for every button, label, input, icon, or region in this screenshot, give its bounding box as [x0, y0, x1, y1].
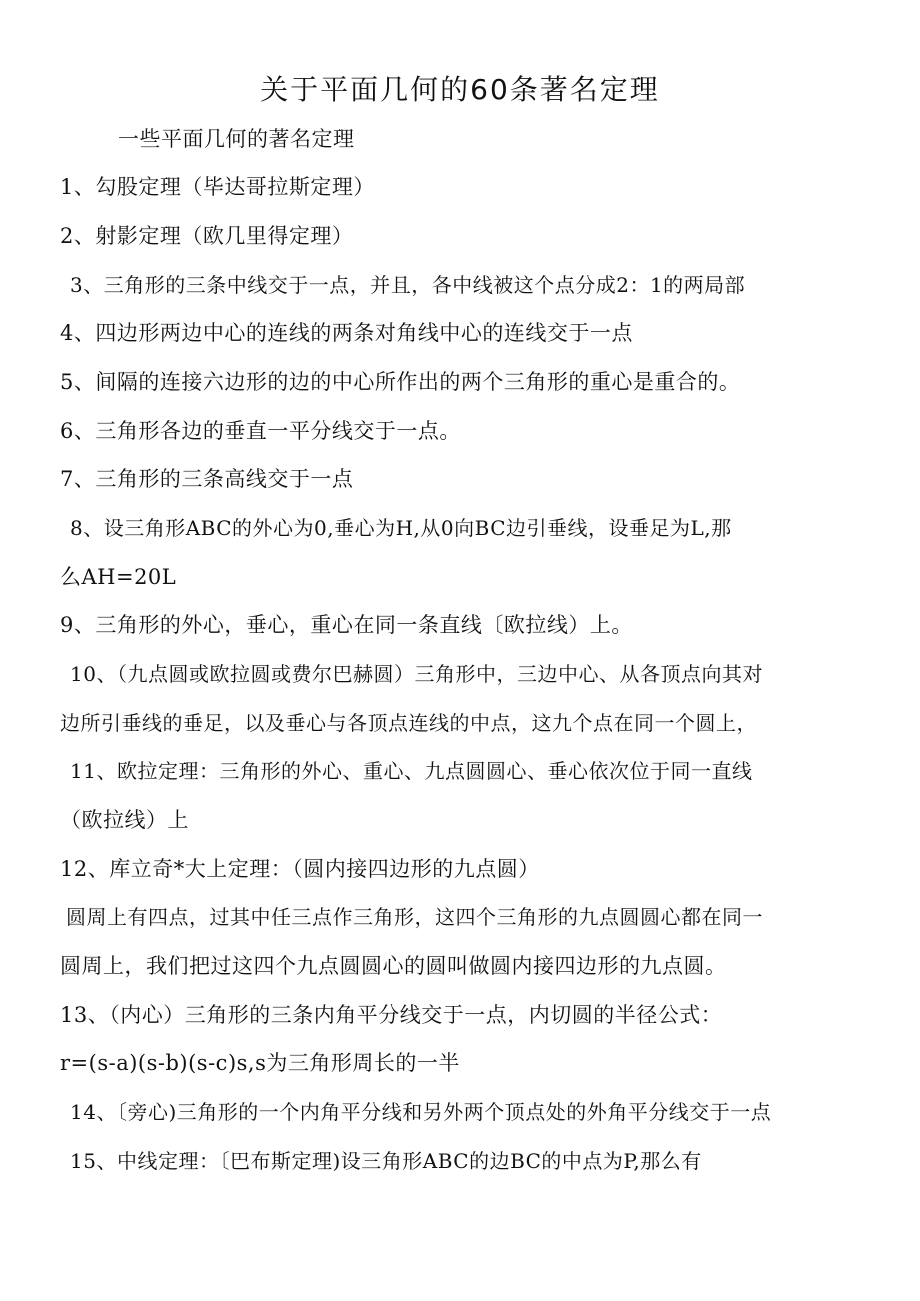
theorem-line-12: 12、库立奇*大上定理：（圆内接四边形的九点圆） [60, 857, 540, 881]
theorem-line-1: 1、勾股定理（毕达哥拉斯定理） [60, 175, 375, 199]
theorem-line-10: 10、（九点圆或欧拉圆或费尔巴赫圆）三角形中，三边中心、从各顶点向其对 [70, 662, 763, 686]
theorem-line-11-cont: （欧拉线）上 [60, 808, 189, 832]
theorem-line-15: 15、中线定理：〔巴布斯定理)设三角形ABC的边BC的中点为P,那么有 [70, 1149, 702, 1173]
theorem-line-13-formula: r=(s-a)(s-b)(s-c)s,s为三角形周长的一半 [60, 1051, 460, 1075]
theorem-line-10-cont: 边所引垂线的垂足，以及垂心与各顶点连线的中点，这九个点在同一个圆上， [60, 711, 757, 735]
subtitle: 一些平面几何的著名定理 [118, 127, 355, 151]
theorem-line-7: 7、三角形的三条高线交于一点 [60, 467, 354, 491]
theorem-line-9: 9、三角形的外心，垂心，重心在同一条直线〔欧拉线）上。 [60, 613, 633, 637]
theorem-line-5: 5、间隔的连接六边形的边的中心所作出的两个三角形的重心是重合的。 [60, 370, 741, 394]
theorem-line-13: 13、（内心）三角形的三条内角平分线交于一点，内切圆的半径公式： [60, 1003, 723, 1027]
theorem-line-11: 11、欧拉定理：三角形的外心、重心、九点圆圆心、垂心依次位于同一直线 [70, 759, 753, 783]
theorem-line-2: 2、射影定理（欧几里得定理） [60, 224, 354, 248]
theorem-line-3: 3、三角形的三条中线交于一点，并且，各中线被这个点分成2：1的两局部 [70, 273, 746, 297]
theorem-line-14: 14、〔旁心)三角形的一个内角平分线和另外两个顶点处的外角平分线交于一点 [70, 1100, 772, 1124]
theorem-line-6: 6、三角形各边的垂直一平分线交于一点。 [60, 419, 461, 443]
theorem-line-12-cont: 圆周上，我们把过这四个九点圆圆心的圆叫做圆内接四边形的九点圆。 [60, 954, 727, 978]
theorem-line-8-cont: 么AH=20L [60, 565, 177, 589]
document-title: 关于平面几何的60条著名定理 [260, 73, 660, 106]
theorem-line-12-body: 圆周上有四点，过其中任三点作三角形，这四个三角形的九点圆圆心都在同一 [66, 905, 763, 929]
theorem-line-8: 8、设三角形ABC的外心为0,垂心为H,从0向BC边引垂线，设垂足为L,那 [70, 516, 732, 540]
theorem-line-4: 4、四边形两边中心的连线的两条对角线中心的连线交于一点 [60, 321, 633, 345]
